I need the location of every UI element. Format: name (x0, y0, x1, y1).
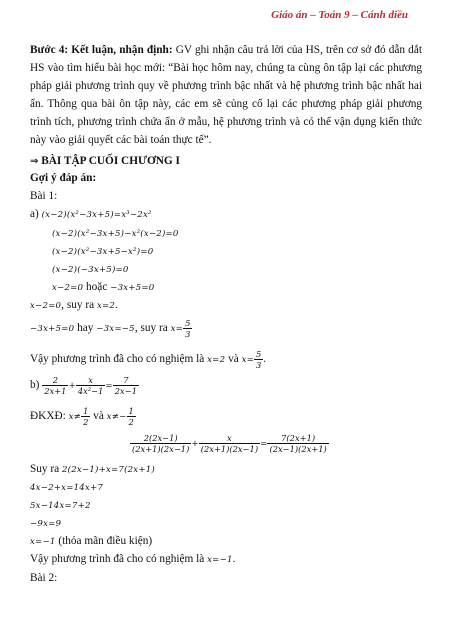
denominator: 2x−1 (114, 386, 137, 396)
denominator: 4x²−1 (77, 386, 104, 396)
bai1-label: Bài 1: (30, 190, 58, 202)
hint-label: Gợi ý đáp án: (30, 172, 97, 184)
equals-sign: = (105, 381, 113, 392)
equation-s3: 5x−14x=7+2 (30, 501, 91, 511)
common-denominator-equation (130, 433, 329, 454)
numerator: 1 (83, 406, 89, 416)
bai1-a-line6 (30, 299, 118, 313)
fraction-b1 (42, 375, 68, 396)
denominator: (2x+1)(2x−1) (200, 444, 259, 454)
condition-x2: x≠− (106, 412, 127, 423)
equation-a7: −3x+5=0 (30, 324, 75, 335)
conclusion-text: Vậy phương trình đã cho có nghiệm là (30, 353, 208, 366)
condition-x1: x≠ (68, 412, 82, 423)
solution-x: x=−1 (207, 555, 233, 565)
bai1-a-line7 (30, 318, 192, 339)
bai1-b-equation (30, 375, 139, 396)
bai1-a-conclusion (30, 349, 266, 370)
equation-s1: 2(2x−1)+x=7(2x+1) (62, 465, 155, 475)
numerator: 7(2x+1) (267, 433, 328, 444)
step-line-3 (30, 499, 91, 513)
period: . (232, 553, 236, 565)
and-text: và (90, 410, 107, 423)
equation-a5-right: −3x+5=0 (110, 283, 155, 293)
implies-arrow-icon: ⇒ (30, 156, 39, 167)
suy-ra-line (30, 463, 155, 477)
solution-x1: x=2 (207, 355, 226, 366)
numerator: x (76, 375, 106, 386)
bai1-a-line4 (52, 263, 129, 277)
denominator: (2x+1)(2x−1) (132, 444, 190, 454)
fraction-c2 (199, 433, 260, 454)
hay-text: hay (74, 322, 97, 335)
period: . (115, 299, 118, 311)
equation-a3: (x−2)(x²−3x+5−x²)=0 (52, 247, 154, 257)
numerator: x (199, 433, 260, 444)
denominator: 2x+1 (44, 386, 67, 396)
denominator: 3 (185, 329, 191, 339)
bai1-a-line3 (52, 245, 153, 259)
section-heading (30, 155, 180, 168)
part-b-label: b) (30, 379, 40, 392)
solution-x2: x= (241, 355, 255, 366)
dkxd-label: ĐKXĐ: (30, 410, 69, 423)
numerator: 5 (256, 349, 262, 359)
equation-s5: x=−1 (30, 537, 56, 547)
conclusion-text: Vậy phương trình đã cho có nghiệm là (30, 553, 208, 565)
fraction-5-3 (254, 349, 263, 370)
bai2-label: Bài 2: (30, 572, 58, 584)
step-line-4 (30, 517, 61, 531)
or-text: hoặc (83, 281, 111, 293)
equation-a5-left: x−2=0 (52, 283, 84, 293)
bai1-a-line5 (52, 281, 154, 295)
equation-a2: (x−2)(x²−3x+5)−x²(x−2)=0 (52, 229, 179, 239)
part-a-label: a) (30, 208, 39, 220)
numerator: 1 (128, 406, 134, 416)
equation-a4: (x−2)(−3x+5)=0 (52, 265, 129, 275)
step-line-2 (30, 481, 103, 495)
fraction-c3 (267, 433, 328, 454)
fraction-b2 (76, 375, 106, 396)
section-title: BÀI TẬP CUỐI CHƯƠNG I (41, 155, 180, 167)
denominator: 2 (83, 417, 89, 427)
and-text: và (225, 353, 242, 366)
equals-sign: = (260, 439, 268, 450)
result-a6: x=2 (96, 301, 116, 311)
fraction-c1 (130, 433, 191, 454)
fraction-1-2 (127, 406, 136, 427)
hint-heading (30, 172, 96, 185)
condition-note: (thỏa mãn điều kiện) (55, 535, 153, 547)
denominator: 3 (256, 360, 262, 370)
denominator: 2 (128, 417, 134, 427)
page-header: Giáo án – Toán 9 – Cánh diều (271, 9, 408, 21)
plus-sign: + (68, 381, 76, 392)
step4-paragraph (30, 41, 422, 149)
equation-s2: 4x−2+x=14x+7 (30, 483, 104, 493)
period: . (263, 353, 267, 366)
numerator: 7 (113, 375, 139, 386)
equation-a1: (x−2)(x²−3x+5)=x³−2x² (41, 210, 152, 220)
step4-label: Bước 4: Kết luận, nhận định: (30, 44, 173, 56)
fraction-1-2 (81, 406, 90, 427)
numerator: 2(2x−1) (130, 433, 191, 444)
fraction-5-3 (183, 318, 192, 339)
numerator: 5 (185, 318, 191, 328)
equation-a6: x−2=0 (30, 301, 62, 311)
suy-ra-label: Suy ra (30, 463, 63, 475)
suy-ra-text: , suy ra (61, 299, 97, 311)
dkxd-line (30, 406, 136, 427)
result-a7: x= (170, 324, 184, 335)
fraction-b3 (113, 375, 139, 396)
equation-s4: −9x=9 (30, 519, 62, 529)
numerator: 2 (42, 375, 68, 386)
denominator: (2x−1)(2x+1) (269, 444, 327, 454)
plus-sign: + (191, 439, 199, 450)
equation-a7b: −3x=−5 (96, 324, 135, 335)
step-line-5 (30, 535, 152, 549)
bai1-b-conclusion (30, 553, 235, 567)
step4-text: GV ghi nhận câu trả lời của HS, trên cơ sở đó dẫn dắt HS vào tìm hiểu bài học mới: “Bài học hôm nay, chúng ta cùng ôn tập lại các phương pháp giải phương trình quy về phương trình bậc nhất và hệ phương trình bậc nhất hai ẩn. Thông qua bài ôn tập này, các em sẽ củng cố lại các phương pháp giải phương trình tích, phương trình chứa ẩn ở mẫu, hệ phương trình và có thể vận dụng kiến thức này vào giải quyết các bài toán thực tế”. (30, 44, 422, 146)
bai1-a-line2 (52, 227, 179, 241)
bai1-a-line1 (30, 208, 152, 222)
suy-ra-text: , suy ra (134, 322, 171, 335)
